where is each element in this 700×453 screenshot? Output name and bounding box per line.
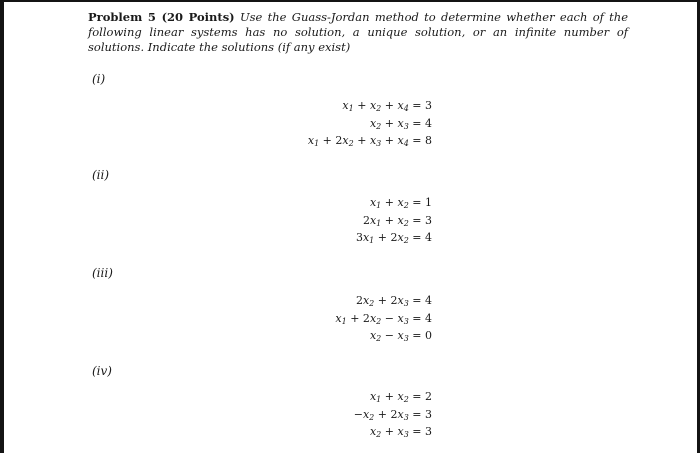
part-label-ii: (ii) bbox=[92, 168, 110, 182]
equation: $x_1 + 2x_2 - x_3 = 4$ bbox=[335, 311, 432, 326]
part-label-iii: (iii) bbox=[92, 266, 113, 280]
variable: $x_2$ bbox=[369, 329, 382, 343]
equation: $x_1 + x_2 = 2$ bbox=[369, 390, 432, 404]
screenshot-frame-top bbox=[0, 0, 700, 2]
variable: $x_2$ bbox=[369, 116, 382, 131]
problem-heading: Problem 5 (20 Points) bbox=[88, 10, 235, 24]
variable: $x_2$ bbox=[362, 407, 375, 422]
variable: $x_1$ bbox=[369, 213, 382, 228]
system-iii bbox=[335, 292, 432, 345]
variable: $x_4$ bbox=[397, 134, 409, 148]
variable: $x_3$ bbox=[369, 134, 382, 148]
equation: $x_2 - x_3 = 0$ bbox=[369, 329, 432, 343]
variable: $x_1$ bbox=[369, 196, 382, 210]
equation: $2x_1 + x_2 = 3$ bbox=[362, 213, 432, 228]
variable: $x_3$ bbox=[397, 329, 409, 343]
variable: $x_1$ bbox=[369, 390, 382, 404]
variable: $x_2$ bbox=[369, 99, 382, 113]
equation: $x_1 + x_2 = 1$ bbox=[369, 196, 432, 210]
variable: $x_2$ bbox=[397, 390, 409, 404]
variable: $x_4$ bbox=[397, 99, 409, 113]
part-label-i: (i) bbox=[92, 72, 106, 86]
system-i bbox=[308, 97, 432, 150]
variable: $x_2$ bbox=[362, 294, 375, 308]
equation: $-x_2 + 2x_3 = 3$ bbox=[353, 407, 432, 422]
variable: $x_2$ bbox=[342, 134, 354, 148]
problem-statement bbox=[88, 10, 628, 55]
equation: $x_2 + x_3 = 4$ bbox=[369, 116, 432, 131]
part-label-iv: (iv) bbox=[92, 364, 112, 378]
variable: $x_2$ bbox=[397, 213, 409, 228]
variable: $x_3$ bbox=[397, 407, 409, 422]
screenshot-frame-left bbox=[0, 0, 4, 453]
variable: $x_3$ bbox=[397, 425, 409, 439]
equation: $x_2 + x_3 = 3$ bbox=[369, 425, 432, 439]
variable: $x_2$ bbox=[397, 231, 409, 245]
variable: $x_2$ bbox=[397, 196, 409, 210]
variable: $x_2$ bbox=[369, 311, 382, 326]
variable: $x_3$ bbox=[397, 116, 409, 131]
equation: $3x_1 + 2x_2 = 4$ bbox=[355, 231, 432, 245]
equation: $2x_2 + 2x_3 = 4$ bbox=[355, 294, 432, 308]
variable: $x_1$ bbox=[307, 134, 320, 148]
problem-text: Use the Guass-Jordan method to determine whether each of the following linear systems has no solution, a unique solution, or an infinite number of solutions. Indicate the solutions (if any exist) bbox=[88, 10, 629, 54]
variable: $x_3$ bbox=[397, 294, 409, 308]
variable: $x_2$ bbox=[369, 425, 382, 439]
variable: $x_1$ bbox=[362, 231, 375, 245]
variable: $x_1$ bbox=[335, 311, 347, 326]
system-ii bbox=[356, 194, 432, 247]
system-iv bbox=[354, 388, 432, 441]
variable: $x_1$ bbox=[342, 99, 354, 113]
equation: $x_1 + 2x_2 + x_3 + x_4 = 8$ bbox=[307, 134, 432, 148]
variable: $x_3$ bbox=[397, 311, 409, 326]
equation: $x_1 + x_2 + x_4 = 3$ bbox=[342, 99, 432, 113]
